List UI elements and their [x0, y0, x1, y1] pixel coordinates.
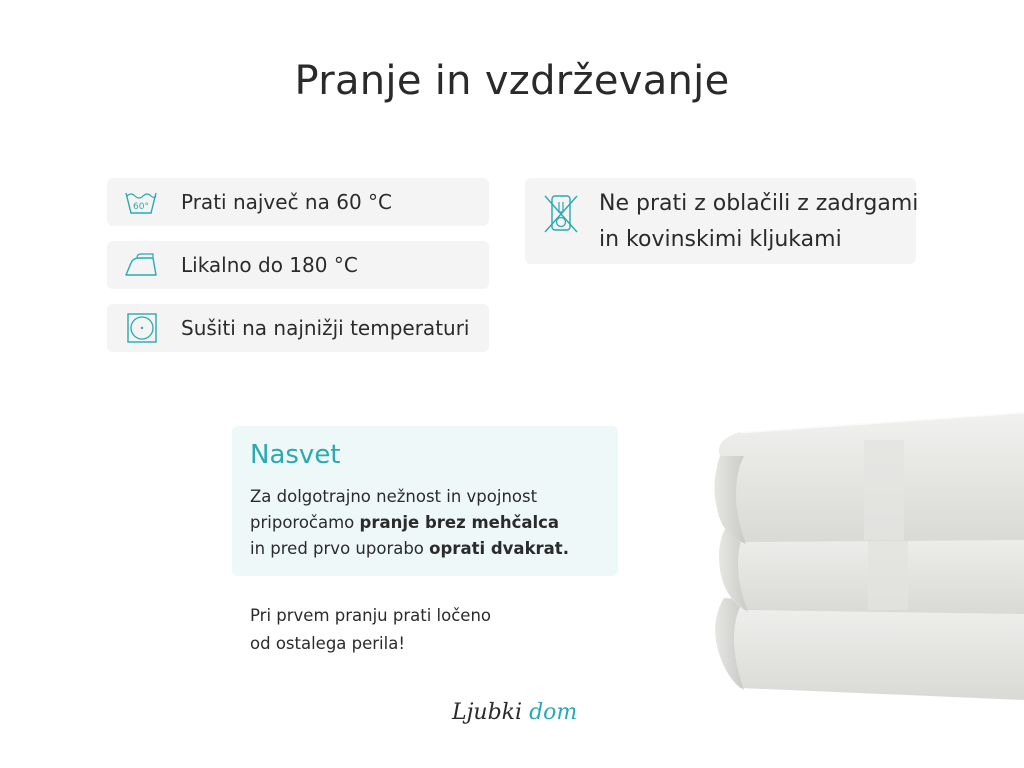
logo-word-2: dom	[529, 700, 578, 725]
tip-line-1: Za dolgotrajno nežnost in vpojnost	[250, 487, 538, 506]
care-label-wash: Prati največ na 60 °C	[181, 190, 392, 214]
care-item-iron	[107, 241, 489, 289]
tip-line-2	[250, 510, 620, 536]
warning-panel	[525, 178, 919, 264]
logo-word-1: Ljubki	[452, 700, 523, 725]
wash-temperature-label: 60°	[133, 202, 149, 212]
tip-bold-1: pranje brez mehčalca	[359, 513, 560, 532]
care-item-wash	[107, 178, 489, 226]
warning-text	[599, 186, 969, 258]
tip-line-2-text: priporočamo	[250, 513, 360, 532]
tip-box	[232, 426, 618, 576]
towel-stack-image	[700, 400, 1024, 720]
wash-60-icon	[123, 186, 159, 218]
brand-logo	[452, 700, 582, 744]
warning-line-2: in kovinskimi kljukami	[599, 227, 842, 252]
iron-icon	[123, 249, 159, 281]
tip-title: Nasvet	[250, 440, 341, 470]
wash-note	[250, 602, 580, 658]
tip-body	[250, 484, 620, 562]
tumble-dry-low-icon	[123, 312, 159, 344]
care-item-dry	[107, 304, 489, 352]
page-title: Pranje in vzdrževanje	[294, 58, 730, 104]
tip-bold-2: oprati dvakrat.	[429, 539, 569, 558]
tip-line-3	[250, 536, 620, 562]
care-label-dry: Sušiti na najnižji temperaturi	[181, 316, 470, 340]
no-zipper-icon	[541, 192, 581, 236]
note-line-2: od ostalega perila!	[250, 634, 405, 653]
tip-line-3-text: in pred prvo uporabo	[250, 539, 430, 558]
note-line-1: Pri prvem pranju prati ločeno	[250, 606, 491, 625]
warning-line-1: Ne prati z oblačili z zadrgami	[599, 191, 919, 216]
care-label-iron: Likalno do 180 °C	[181, 253, 358, 277]
